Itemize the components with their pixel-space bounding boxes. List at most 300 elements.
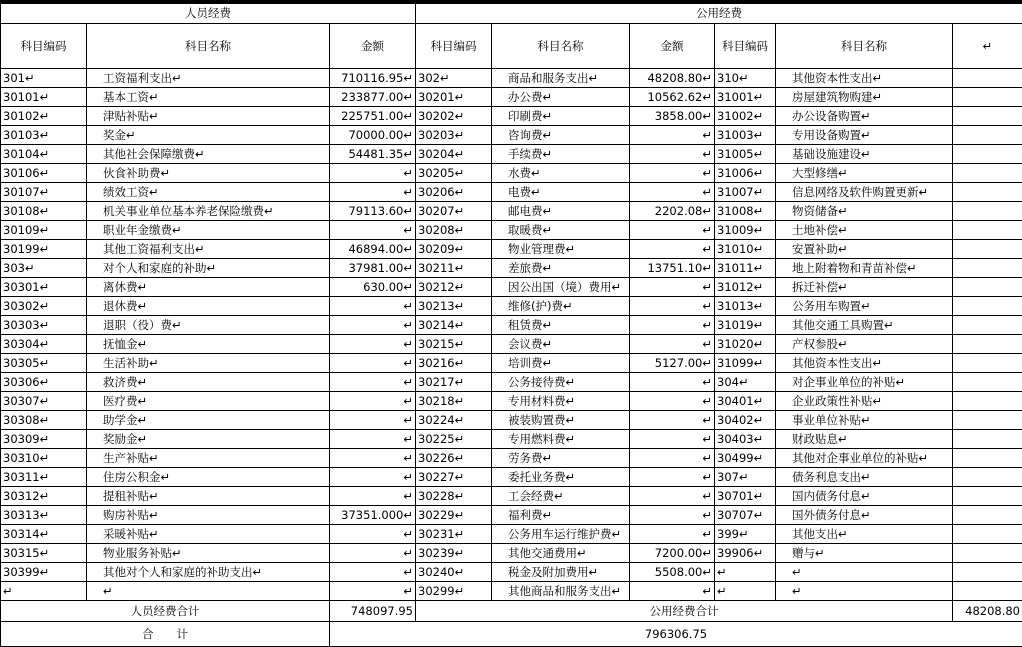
cell-name: 其他支出↵ — [776, 525, 953, 544]
cell-amount: ↵ — [330, 221, 416, 240]
cell-name: 离休费↵ — [87, 278, 330, 297]
cell-amount: ↵ — [630, 278, 715, 297]
cell-code: 30309↵ — [1, 430, 87, 449]
table-row — [1, 69, 1022, 88]
cell-code: 31012↵ — [715, 278, 776, 297]
cell-code: 30218↵ — [416, 392, 492, 411]
cell-amount: 7200.00↵ — [630, 544, 715, 563]
cell-code: 30707↵ — [715, 506, 776, 525]
cell-code: 30104↵ — [1, 145, 87, 164]
cell-name: 基本工资↵ — [87, 88, 330, 107]
col-header-code: 科目编码 — [1, 24, 87, 69]
cell-name: 医疗费↵ — [87, 392, 330, 411]
grand-total-label: 合 计 — [1, 622, 330, 647]
cell-code: 302↵ — [416, 69, 492, 88]
cell-amount: ↵ — [630, 525, 715, 544]
cell-amount: ↵ — [630, 487, 715, 506]
cell-name: 国外债务付息↵ — [776, 506, 953, 525]
table-row — [1, 487, 1022, 506]
table-row — [1, 221, 1022, 240]
cell-code: 30313↵ — [1, 506, 87, 525]
cell-code: 30226↵ — [416, 449, 492, 468]
cell-blank — [953, 411, 1022, 430]
cell-code: 30239↵ — [416, 544, 492, 563]
col-header-name: 科目名称 — [87, 24, 330, 69]
cell-amount: ↵ — [330, 335, 416, 354]
cell-name: 机关事业单位基本养老保险缴费↵ — [87, 202, 330, 221]
cell-code: 30401↵ — [715, 392, 776, 411]
cell-name: 大型修缮↵ — [776, 164, 953, 183]
cell-blank — [953, 430, 1022, 449]
cell-amount: ↵ — [630, 316, 715, 335]
cell-code: 31013↵ — [715, 297, 776, 316]
col-header-blank: ↵ — [953, 24, 1022, 69]
cell-blank — [953, 468, 1022, 487]
cell-blank — [953, 278, 1022, 297]
cell-name: 专用设备购置↵ — [776, 126, 953, 145]
cell-name: 公务用车购置↵ — [776, 297, 953, 316]
cell-amount: ↵ — [330, 183, 416, 202]
cell-code: 31002↵ — [715, 107, 776, 126]
subtotal-row — [1, 601, 1022, 622]
personnel-total-value: 748097.95 — [330, 601, 416, 622]
cell-amount: 5508.00↵ — [630, 563, 715, 582]
cell-blank — [953, 259, 1022, 278]
cell-code: 30299↵ — [416, 582, 492, 601]
cell-amount: ↵ — [330, 468, 416, 487]
cell-amount: ↵ — [630, 449, 715, 468]
cell-name: 国内债务付息↵ — [776, 487, 953, 506]
cell-name: 专用燃料费↵ — [492, 430, 630, 449]
column-header-row — [1, 24, 1022, 69]
cell-name: 取暖费↵ — [492, 221, 630, 240]
cell-code: 31019↵ — [715, 316, 776, 335]
table-row — [1, 107, 1022, 126]
cell-amount: ↵ — [330, 544, 416, 563]
cell-name: 福利费↵ — [492, 506, 630, 525]
cell-name: 财政贴息↵ — [776, 430, 953, 449]
cell-code: 30231↵ — [416, 525, 492, 544]
cell-name: 住房公积金↵ — [87, 468, 330, 487]
cell-code: 30499↵ — [715, 449, 776, 468]
cell-code: 30206↵ — [416, 183, 492, 202]
cell-code: 30213↵ — [416, 297, 492, 316]
cell-code: 30701↵ — [715, 487, 776, 506]
cell-amount: 79113.60↵ — [330, 202, 416, 221]
cell-name: 专用材料费↵ — [492, 392, 630, 411]
table-row — [1, 544, 1022, 563]
cell-code: 30305↵ — [1, 354, 87, 373]
cell-code: 30229↵ — [416, 506, 492, 525]
cell-code: 304↵ — [715, 373, 776, 392]
cell-code: ↵ — [715, 563, 776, 582]
table-row — [1, 563, 1022, 582]
cell-blank — [953, 88, 1022, 107]
cell-code: 31020↵ — [715, 335, 776, 354]
cell-code: 30403↵ — [715, 430, 776, 449]
personnel-group-header: 人员经费 — [1, 4, 416, 24]
cell-name: 办公设备购置↵ — [776, 107, 953, 126]
cell-name: 物业管理费↵ — [492, 240, 630, 259]
cell-code: 301↵ — [1, 69, 87, 88]
cell-name: 被装购置费↵ — [492, 411, 630, 430]
cell-amount: 54481.35↵ — [330, 145, 416, 164]
cell-name: 奖金↵ — [87, 126, 330, 145]
cell-code: 30205↵ — [416, 164, 492, 183]
col-header-amount: 金额 — [330, 24, 416, 69]
cell-code: 30211↵ — [416, 259, 492, 278]
cell-code: 30399↵ — [1, 563, 87, 582]
cell-amount: ↵ — [630, 240, 715, 259]
cell-name: 咨询费↵ — [492, 126, 630, 145]
cell-code: 30204↵ — [416, 145, 492, 164]
cell-name: 职业年金缴费↵ — [87, 221, 330, 240]
cell-code: 30216↵ — [416, 354, 492, 373]
public-total-label: 公用经费合计 — [416, 601, 953, 622]
cell-code: 30207↵ — [416, 202, 492, 221]
cell-code: 399↵ — [715, 525, 776, 544]
cell-code: 310↵ — [715, 69, 776, 88]
public-group-header: 公用经费 — [416, 4, 1022, 24]
cell-name: 办公费↵ — [492, 88, 630, 107]
cell-code: 30240↵ — [416, 563, 492, 582]
cell-blank — [953, 316, 1022, 335]
cell-name: 采暖补贴↵ — [87, 525, 330, 544]
cell-name: 工会经费↵ — [492, 487, 630, 506]
cell-name: 租赁费↵ — [492, 316, 630, 335]
cell-amount: ↵ — [630, 221, 715, 240]
cell-amount: ↵ — [330, 430, 416, 449]
cell-blank — [953, 525, 1022, 544]
cell-name: 其他商品和服务支出↵ — [492, 582, 630, 601]
cell-blank — [953, 582, 1022, 601]
cell-name: 对个人和家庭的补助↵ — [87, 259, 330, 278]
cell-amount: ↵ — [330, 316, 416, 335]
cell-code: 303↵ — [1, 259, 87, 278]
col-header-name: 科目名称 — [776, 24, 953, 69]
cell-blank — [953, 335, 1022, 354]
cell-blank — [953, 145, 1022, 164]
cell-blank — [953, 297, 1022, 316]
cell-name: 会议费↵ — [492, 335, 630, 354]
cell-name: 拆迁补偿↵ — [776, 278, 953, 297]
cell-code: 31006↵ — [715, 164, 776, 183]
cell-name: 企业政策性补贴↵ — [776, 392, 953, 411]
table-row — [1, 506, 1022, 525]
cell-blank — [953, 449, 1022, 468]
cell-name: 产权参股↵ — [776, 335, 953, 354]
cell-code: ↵ — [1, 582, 87, 601]
grand-total-value: 796306.75 — [330, 622, 1022, 647]
cell-amount: 37351.000↵ — [330, 506, 416, 525]
cell-code: 31005↵ — [715, 145, 776, 164]
cell-code: 30301↵ — [1, 278, 87, 297]
cell-name: 救济费↵ — [87, 373, 330, 392]
cell-amount: ↵ — [330, 525, 416, 544]
cell-code: 30203↵ — [416, 126, 492, 145]
cell-amount: ↵ — [330, 354, 416, 373]
cell-code: 30208↵ — [416, 221, 492, 240]
cell-code: 30108↵ — [1, 202, 87, 221]
cell-code: 30312↵ — [1, 487, 87, 506]
group-header-row — [1, 4, 1022, 24]
cell-code: 31008↵ — [715, 202, 776, 221]
cell-name: 水费↵ — [492, 164, 630, 183]
cell-amount: ↵ — [630, 164, 715, 183]
cell-blank — [953, 392, 1022, 411]
cell-name: 手续费↵ — [492, 145, 630, 164]
cell-code: 30209↵ — [416, 240, 492, 259]
cell-amount: ↵ — [630, 297, 715, 316]
cell-name: 地上附着物和青苗补偿↵ — [776, 259, 953, 278]
cell-code: 31099↵ — [715, 354, 776, 373]
cell-amount: ↵ — [630, 145, 715, 164]
cell-code: 31007↵ — [715, 183, 776, 202]
cell-amount: ↵ — [630, 392, 715, 411]
cell-name: 信息网络及软件购置更新↵ — [776, 183, 953, 202]
cell-name: 事业单位补贴↵ — [776, 411, 953, 430]
cell-blank — [953, 183, 1022, 202]
cell-name: 其他对企事业单位的补贴↵ — [776, 449, 953, 468]
cell-code: 30217↵ — [416, 373, 492, 392]
cell-name: 公务接待费↵ — [492, 373, 630, 392]
cell-name: 委托业务费↵ — [492, 468, 630, 487]
cell-name: 物业服务补贴↵ — [87, 544, 330, 563]
cell-blank — [953, 164, 1022, 183]
cell-name: 其他交通工具购置↵ — [776, 316, 953, 335]
cell-name: 对企事业单位的补贴↵ — [776, 373, 953, 392]
cell-code: 31010↵ — [715, 240, 776, 259]
cell-amount: 5127.00↵ — [630, 354, 715, 373]
table-row — [1, 468, 1022, 487]
cell-amount: ↵ — [630, 430, 715, 449]
cell-name: 生产补贴↵ — [87, 449, 330, 468]
cell-name: 伙食补助费↵ — [87, 164, 330, 183]
cell-code: 30304↵ — [1, 335, 87, 354]
cell-amount: ↵ — [330, 392, 416, 411]
cell-code: 31009↵ — [715, 221, 776, 240]
cell-amount: 2202.08↵ — [630, 202, 715, 221]
cell-name: 赠与↵ — [776, 544, 953, 563]
cell-name: 电费↵ — [492, 183, 630, 202]
cell-code: 30102↵ — [1, 107, 87, 126]
cell-name: ↵ — [776, 563, 953, 582]
cell-name: 工资福利支出↵ — [87, 69, 330, 88]
col-header-name: 科目名称 — [492, 24, 630, 69]
cell-amount: ↵ — [630, 506, 715, 525]
cell-code: 30107↵ — [1, 183, 87, 202]
cell-code: 30106↵ — [1, 164, 87, 183]
cell-code: 307↵ — [715, 468, 776, 487]
cell-blank — [953, 69, 1022, 88]
cell-amount: ↵ — [630, 335, 715, 354]
table-row — [1, 240, 1022, 259]
cell-name: 税金及附加费用↵ — [492, 563, 630, 582]
cell-amount: ↵ — [630, 183, 715, 202]
cell-name: 商品和服务支出↵ — [492, 69, 630, 88]
cell-name: 因公出国（境）费用↵ — [492, 278, 630, 297]
cell-name: 其他资本性支出↵ — [776, 354, 953, 373]
cell-code: 30402↵ — [715, 411, 776, 430]
table-row — [1, 202, 1022, 221]
grand-total-row — [1, 622, 1022, 647]
cell-code: 30214↵ — [416, 316, 492, 335]
cell-amount: ↵ — [330, 373, 416, 392]
cell-blank — [953, 202, 1022, 221]
cell-name: 其他对个人和家庭的补助支出↵ — [87, 563, 330, 582]
table-row — [1, 430, 1022, 449]
cell-code: 30227↵ — [416, 468, 492, 487]
table-row — [1, 259, 1022, 278]
cell-code: 31001↵ — [715, 88, 776, 107]
cell-code: 30199↵ — [1, 240, 87, 259]
cell-amount: 46894.00↵ — [330, 240, 416, 259]
cell-code: 30303↵ — [1, 316, 87, 335]
cell-amount: 3858.00↵ — [630, 107, 715, 126]
cell-name: 公务用车运行维护费↵ — [492, 525, 630, 544]
cell-name: 其他资本性支出↵ — [776, 69, 953, 88]
table-row — [1, 88, 1022, 107]
cell-name: 提租补贴↵ — [87, 487, 330, 506]
cell-code: 30202↵ — [416, 107, 492, 126]
cell-code: 31011↵ — [715, 259, 776, 278]
cell-name: 劳务费↵ — [492, 449, 630, 468]
table-row — [1, 126, 1022, 145]
cell-blank — [953, 221, 1022, 240]
cell-code: 30212↵ — [416, 278, 492, 297]
cell-amount: ↵ — [330, 449, 416, 468]
cell-code: 30306↵ — [1, 373, 87, 392]
cell-name: 生活补助↵ — [87, 354, 330, 373]
budget-table — [0, 3, 1022, 647]
cell-name: 安置补助↵ — [776, 240, 953, 259]
cell-name: 维修(护)费↵ — [492, 297, 630, 316]
cell-name: 基础设施建设↵ — [776, 145, 953, 164]
cell-amount: 225751.00↵ — [330, 107, 416, 126]
cell-code: 30310↵ — [1, 449, 87, 468]
cell-name: 绩效工资↵ — [87, 183, 330, 202]
cell-blank — [953, 240, 1022, 259]
cell-amount: 710116.95↵ — [330, 69, 416, 88]
table-row — [1, 164, 1022, 183]
cell-name: 退职（役）费↵ — [87, 316, 330, 335]
cell-name: 土地补偿↵ — [776, 221, 953, 240]
cell-code: 30103↵ — [1, 126, 87, 145]
cell-name: 购房补贴↵ — [87, 506, 330, 525]
cell-name: 物资储备↵ — [776, 202, 953, 221]
cell-amount: ↵ — [330, 563, 416, 582]
cell-code: 30311↵ — [1, 468, 87, 487]
cell-name: 奖励金↵ — [87, 430, 330, 449]
cell-blank — [953, 107, 1022, 126]
table-row — [1, 297, 1022, 316]
table-row — [1, 278, 1022, 297]
cell-name: 培训费↵ — [492, 354, 630, 373]
cell-amount: 10562.62↵ — [630, 88, 715, 107]
cell-amount: ↵ — [330, 297, 416, 316]
cell-code: 30225↵ — [416, 430, 492, 449]
cell-amount: ↵ — [330, 487, 416, 506]
cell-code: 30308↵ — [1, 411, 87, 430]
cell-amount: 70000.00↵ — [330, 126, 416, 145]
cell-amount: 630.00↵ — [330, 278, 416, 297]
cell-name: 邮电费↵ — [492, 202, 630, 221]
cell-name: 其他工资福利支出↵ — [87, 240, 330, 259]
cell-code: 30228↵ — [416, 487, 492, 506]
cell-code: 30315↵ — [1, 544, 87, 563]
cell-amount: 233877.00↵ — [330, 88, 416, 107]
table-row — [1, 373, 1022, 392]
cell-code: 30101↵ — [1, 88, 87, 107]
cell-name: 抚恤金↵ — [87, 335, 330, 354]
cell-amount: ↵ — [630, 126, 715, 145]
cell-blank — [953, 126, 1022, 145]
cell-amount: ↵ — [330, 411, 416, 430]
cell-amount: 13751.10↵ — [630, 259, 715, 278]
cell-code: 30307↵ — [1, 392, 87, 411]
cell-amount: ↵ — [630, 411, 715, 430]
personnel-total-label: 人员经费合计 — [1, 601, 330, 622]
table-row-partial — [1, 582, 1022, 601]
cell-name: 其他社会保障缴费↵ — [87, 145, 330, 164]
cell-blank — [953, 544, 1022, 563]
cell-blank — [953, 373, 1022, 392]
cell-name: ↵ — [776, 582, 953, 601]
cell-amount: ↵ — [330, 582, 416, 601]
table-row — [1, 525, 1022, 544]
cell-amount: ↵ — [630, 373, 715, 392]
col-header-code: 科目编码 — [715, 24, 776, 69]
cell-blank — [953, 506, 1022, 525]
cell-amount: 48208.80↵ — [630, 69, 715, 88]
cell-blank — [953, 354, 1022, 373]
cell-code: 30302↵ — [1, 297, 87, 316]
col-header-amount: 金额 — [630, 24, 715, 69]
cell-name: ↵ — [87, 582, 330, 601]
cell-code: ↵ — [715, 582, 776, 601]
cell-code: 31003↵ — [715, 126, 776, 145]
cell-name: 助学金↵ — [87, 411, 330, 430]
cell-name: 差旅费↵ — [492, 259, 630, 278]
col-header-code: 科目编码 — [416, 24, 492, 69]
cell-name: 其他交通费用↵ — [492, 544, 630, 563]
cell-name: 退休费↵ — [87, 297, 330, 316]
public-total-value: 48208.80 — [953, 601, 1022, 622]
cell-name: 印刷费↵ — [492, 107, 630, 126]
table-row — [1, 335, 1022, 354]
table-row — [1, 145, 1022, 164]
cell-amount: ↵ — [330, 164, 416, 183]
table-row — [1, 449, 1022, 468]
cell-code: 39906↵ — [715, 544, 776, 563]
cell-name: 债务利息支出↵ — [776, 468, 953, 487]
table-row — [1, 392, 1022, 411]
cell-amount: 37981.00↵ — [330, 259, 416, 278]
cell-blank — [953, 487, 1022, 506]
table-row — [1, 411, 1022, 430]
table-row — [1, 183, 1022, 202]
cell-name: 房屋建筑物购建↵ — [776, 88, 953, 107]
cell-code: 30109↵ — [1, 221, 87, 240]
cell-blank — [953, 563, 1022, 582]
cell-amount: ↵ — [630, 468, 715, 487]
cell-amount: ↵ — [630, 582, 715, 601]
cell-name: 津贴补贴↵ — [87, 107, 330, 126]
cell-code: 30314↵ — [1, 525, 87, 544]
table-row — [1, 316, 1022, 335]
table-row — [1, 354, 1022, 373]
cell-code: 30215↵ — [416, 335, 492, 354]
